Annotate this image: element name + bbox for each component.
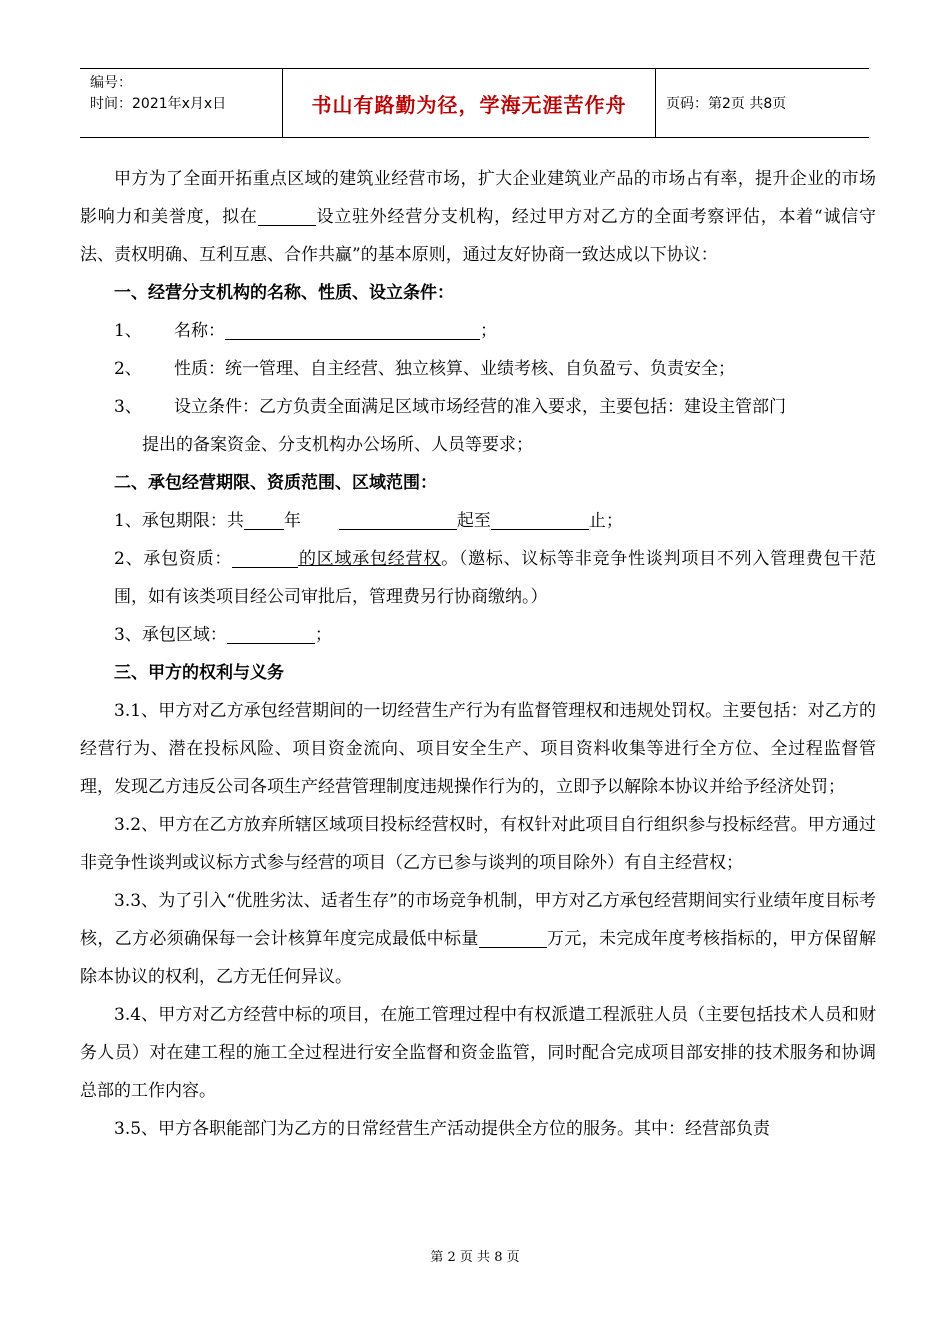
s1-item-1	[80, 312, 876, 350]
section-2-title: 二、承包经营期限、资质范围、区域范围：	[114, 473, 437, 493]
s1-item-2	[80, 350, 876, 388]
s2-item-2-note: 。（邀标、议标等非竞争性谈判项目不列入管理费包干范围，如有该类项目经公司审批后，管理费另行协商缴纳。）	[114, 549, 876, 607]
s1-item-1-label: 名称：	[174, 321, 225, 341]
s1-item-3	[80, 388, 876, 426]
s2-item-2	[80, 540, 876, 616]
target-amount-blank	[479, 927, 547, 948]
header-page-info: 页码：第2页 共8页	[666, 96, 787, 112]
document-number-label: 编号：	[90, 75, 132, 91]
region-blank	[227, 623, 315, 644]
clause-3-1: 3.1、甲方对乙方承包经营期间的一切经营生产行为有监督管理权和违规处罚权。主要包括：对乙方的经营行为、潜在投标风险、项目资金流向、项目安全生产、项目资料收集等进行全方位、全过程监督管理，发现乙方违反公司各项生产经营管理制度违规操作行为的，立即予以解除本协议并给予经济处罚；	[80, 701, 876, 797]
section-3-title: 三、甲方的权利与义务	[114, 663, 284, 683]
header-meta	[80, 69, 282, 137]
s2-item-1-label: 1、承包期限：共	[114, 511, 244, 531]
intro-text-a: 甲方为了全面开拓重点区域的建筑业经营市场，扩大企业建筑业产品的市场占有率，提升企业的市场影响力和美誉度，拟在	[80, 169, 876, 227]
s1-item-1-num: 1、	[114, 321, 142, 341]
s1-item-3-continued: 提出的备案资金、分支机构办公场所、人员等要求；	[142, 435, 533, 455]
s2-item-1	[80, 502, 876, 540]
years-blank	[244, 509, 284, 530]
end-date-blank	[491, 509, 589, 530]
qualification-blank	[232, 547, 298, 568]
name-blank	[225, 319, 480, 340]
s1-item-2-num: 2、	[114, 359, 142, 379]
document-body	[80, 160, 876, 1148]
intro-paragraph	[80, 160, 876, 274]
clause-3-3	[80, 882, 876, 996]
clause-3-5: 3.5、甲方各职能部门为乙方的日常经营生产活动提供全方位的服务。其中：经营部负责	[114, 1119, 771, 1139]
document-date: 时间：2021年x月x日	[90, 96, 227, 112]
s1-item-3-num: 3、	[114, 397, 142, 417]
s2-item-1-end: 止；	[588, 511, 623, 531]
clause-3-2: 3.2、甲方在乙方放弃所辖区域项目投标经营权时，有权针对此项目自行组织参与投标经营。甲方通过非竞争性谈判或议标方式参与经营的项目（乙方已参与谈判的项目除外）有自主经营权；	[80, 815, 876, 873]
s2-item-2-underlined: 的区域承包经营权	[298, 549, 442, 569]
section-1-title: 一、经营分支机构的名称、性质、设立条件：	[114, 283, 454, 303]
s2-item-1-year: 年	[283, 511, 301, 531]
s1-item-1-end: ；	[480, 321, 497, 341]
page-footer: 第 2 页 共 8 页	[430, 1250, 520, 1265]
start-date-blank	[339, 509, 457, 530]
page-header	[80, 68, 869, 138]
clause-3-4: 3.4、甲方对乙方经营中标的项目，在施工管理过程中有权派遣工程派驻人员（主要包括技术人员和财务人员）对在建工程的施工全过程进行安全监督和资金监管，同时配合完成项目部安排的技术服务和协调总部的工作内容。	[80, 1005, 876, 1101]
s2-item-3	[80, 616, 876, 654]
s2-item-3-end: ；	[314, 625, 332, 645]
clause-3-3-text-b: 万元，未完成年度考核指标的，甲方保留解除本协议的权利，乙方无任何异议。	[80, 929, 877, 987]
s1-item-2-text: 性质：统一管理、自主经营、独立核算、业绩考核、自负盈亏、负责安全；	[174, 359, 735, 379]
s1-item-3-text: 设立条件：乙方负责全面满足区域市场经营的准入要求，主要包括：建设主管部门	[174, 397, 786, 417]
header-motto: 书山有路勤为径，学海无涯苦作舟	[282, 69, 656, 137]
location-blank	[258, 205, 316, 226]
s2-item-2-label: 2、承包资质：	[114, 549, 233, 569]
s2-item-3-label: 3、承包区域：	[114, 625, 227, 645]
clause-3-3-text-a: 3.3、为了引入“优胜劣汰、适者生存”的市场竞争机制，甲方对乙方承包经营期间实行业绩年度目标考核，乙方必须确保每一会计核算年度完成最低中标量	[80, 891, 876, 949]
s2-item-1-to: 起至	[456, 511, 491, 531]
intro-text-b: 设立驻外经营分支机构，经过甲方对乙方的全面考察评估，本着“诚信守法、责权明确、互利互惠、合作共赢”的基本原则，通过友好协商一致达成以下协议：	[80, 207, 876, 265]
